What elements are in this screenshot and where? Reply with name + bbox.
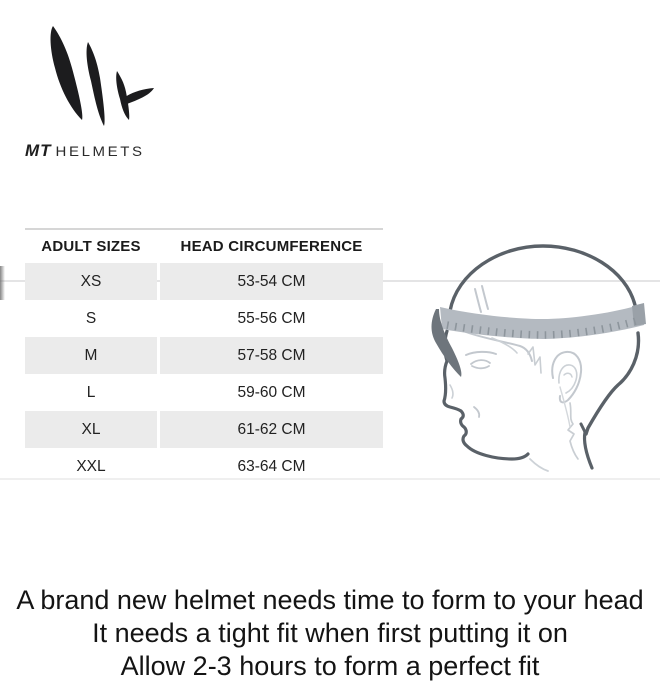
- fit-instructions-line-1: A brand new helmet needs time to form to your head: [16, 585, 644, 615]
- table-row: [25, 374, 383, 411]
- circumference-cell: 59-60 CM: [237, 383, 306, 401]
- brand-wordmark: [25, 141, 145, 161]
- circumference-cell: 53-54 CM: [160, 263, 383, 300]
- mt-helmets-logo-icon: [25, 18, 160, 133]
- table-row: [25, 411, 383, 448]
- head-measurement-illustration: [420, 225, 660, 495]
- brand-mt-text: MT: [25, 141, 52, 160]
- photo-edge-smudge: [0, 266, 5, 300]
- table-row: [25, 263, 383, 300]
- size-table-header-row: [25, 230, 383, 263]
- size-cell: XS: [25, 263, 157, 300]
- size-cell: XL: [25, 411, 157, 448]
- table-row: [25, 300, 383, 337]
- brand-helmets-text: HELMETS: [55, 143, 145, 160]
- size-cell: L: [86, 383, 96, 401]
- fit-instructions: [0, 584, 660, 683]
- adult-sizes-column-header: ADULT SIZES: [41, 238, 141, 255]
- circumference-cell: 63-64 CM: [237, 457, 306, 475]
- head-circumference-column-header: HEAD CIRCUMFERENCE: [180, 238, 363, 255]
- table-row: [25, 337, 383, 374]
- fit-instructions-line-3: Allow 2-3 hours to form a perfect fit: [120, 651, 540, 681]
- circumference-cell: 55-56 CM: [237, 309, 306, 327]
- circumference-cell: 61-62 CM: [160, 411, 383, 448]
- size-cell: XXL: [76, 457, 106, 475]
- fit-instructions-line-2: It needs a tight fit when first putting it on: [92, 618, 568, 648]
- size-cell: S: [85, 309, 97, 327]
- size-cell: M: [25, 337, 157, 374]
- table-row: [25, 448, 383, 485]
- size-table: [25, 228, 383, 485]
- circumference-cell: 57-58 CM: [160, 337, 383, 374]
